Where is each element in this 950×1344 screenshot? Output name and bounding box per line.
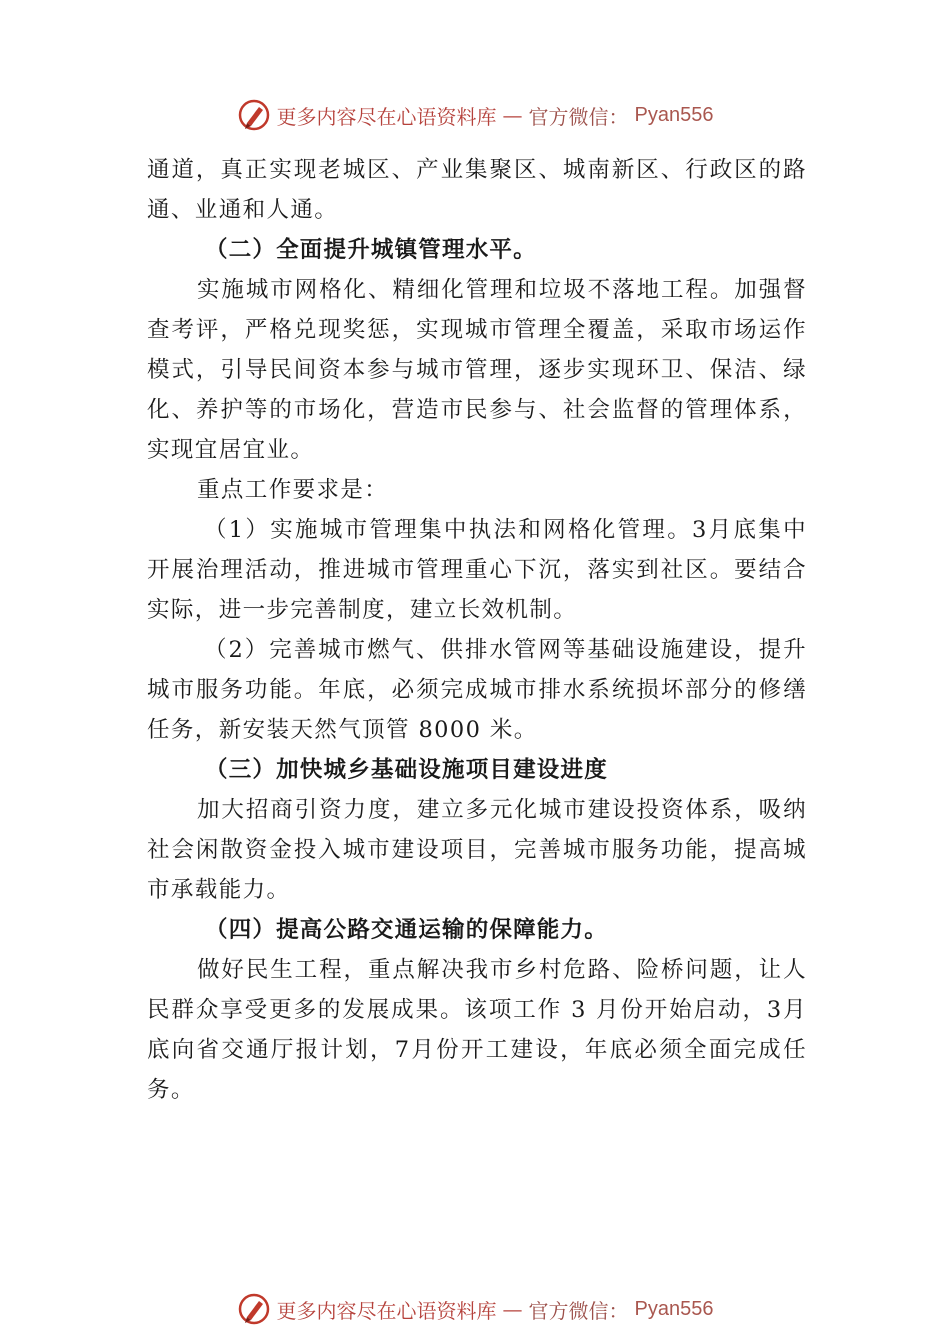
- section-heading-4: （四）提高公路交通运输的保障能力。: [205, 917, 608, 943]
- paragraph-road-access: 通道，真正实现老城区、产业集聚区、城南新区、行政区的路通、业通和人通。: [147, 157, 807, 223]
- banner-text: 更多内容尽在心语资料库: [276, 1298, 497, 1323]
- section-heading-2: （二）全面提升城镇管理水平。: [205, 237, 537, 263]
- banner-text: 更多内容尽在心语资料库: [276, 104, 497, 129]
- paragraph-investment: 加大招商引资力度，建立多元化城市建设投资体系，吸纳社会闲散资金投入城市建设项目，完善城市服务功能，提高城市承载能力。: [147, 797, 807, 903]
- paragraph-key-requirements: 重点工作要求是：: [197, 477, 389, 503]
- banner-wechat-label: 官方微信：: [528, 1298, 629, 1323]
- pen-logo-icon: [237, 98, 271, 132]
- list-item-2: （2）完善城市燃气、供排水管网等基础设施建设，提升城市服务功能。年底，必须完成城市排水系统损坏部分的修缮任务，新安装天然气顶管 8000 米。: [147, 637, 807, 743]
- paragraph-urban-management: 实施城市网格化、精细化管理和垃圾不落地工程。加强督查考评，严格兑现奖惩，实现城市管理全覆盖，采取市场运作模式，引导民间资本参与城市管理，逐步实现环卫、保洁、绿化、养护等的市场化，营造市民参与、社会监督的管理体系，实现宜居宜业。: [147, 277, 807, 463]
- list-item-1: （1）实施城市管理集中执法和网格化管理。3月底集中开展治理活动，推进城市管理重心下沉，落实到社区。要结合实际，进一步完善制度，建立长效机制。: [147, 517, 807, 623]
- banner-wechat-id: Pyan556: [634, 103, 714, 126]
- banner-separator: —: [502, 1297, 523, 1321]
- section-heading-3: （三）加快城乡基础设施项目建设进度: [205, 757, 608, 783]
- document-body: [147, 150, 807, 1110]
- banner-wechat-id: Pyan556: [634, 1297, 714, 1320]
- banner-wechat-label: 官方微信：: [528, 104, 629, 129]
- header-banner: [0, 95, 950, 135]
- pen-logo-icon: [237, 1292, 271, 1326]
- banner-separator: —: [502, 103, 523, 127]
- paragraph-transport: 做好民生工程，重点解决我市乡村危路、险桥问题，让人民群众享受更多的发展成果。该项工作 3 月份开始启动，3月底向省交通厅报计划，7月份开工建设，年底必须全面完成任务。: [147, 957, 807, 1103]
- footer-banner: [0, 1289, 950, 1329]
